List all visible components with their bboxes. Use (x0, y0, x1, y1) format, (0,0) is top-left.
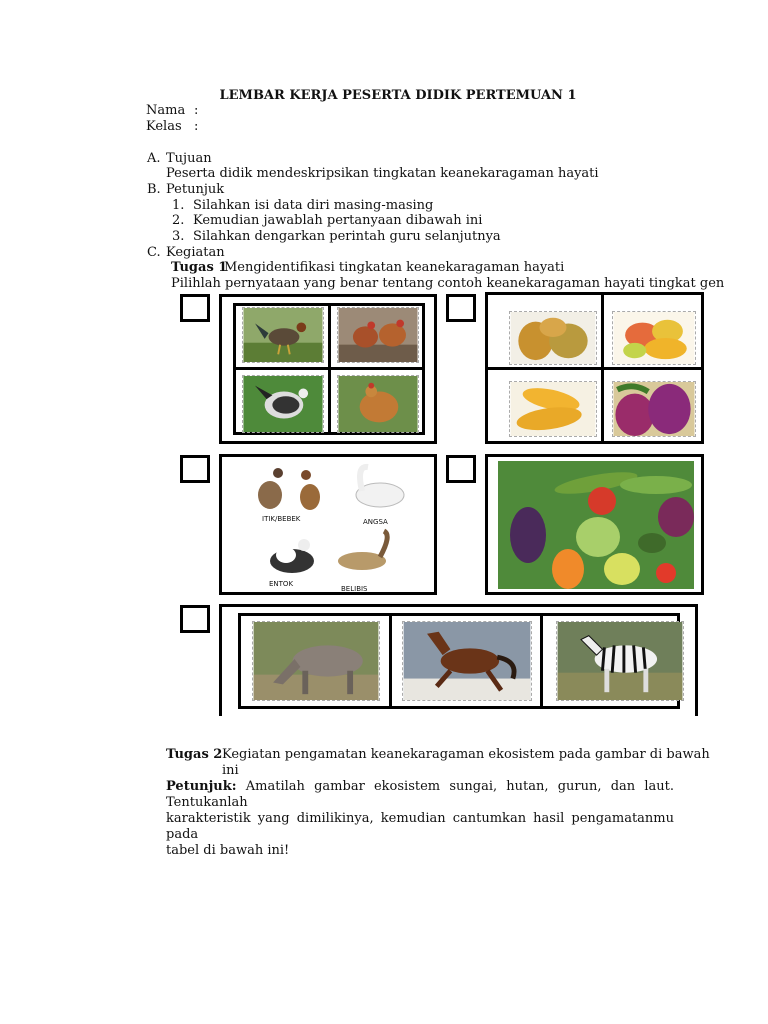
list-item-number: 2. (172, 213, 185, 228)
task2-instruction (166, 779, 674, 859)
chicken-photo (242, 375, 324, 433)
task1-text: Mengidentifikasi tingkatan keanekaragaman hayati (224, 260, 565, 275)
option-checkbox-mangoes[interactable] (446, 294, 476, 322)
instruction-text: karakteristik yang dimilikinya, kemudian cantumkan hasil pengamatanmu pada (166, 811, 674, 842)
chicken-photo (337, 307, 419, 363)
zebra-photo (556, 621, 684, 701)
instruction-text: Amatilah gambar ekosistem sungai, hutan, gurun, dan laut. Tentukanlah (166, 779, 674, 810)
task2-label: Tugas 2 (166, 747, 223, 762)
option-panel-vegetables (485, 454, 704, 595)
task1-instruction: Pilihlah pernyataan yang benar tentang contoh keanekaragaman hayati tingkat gen (171, 276, 725, 291)
option-checkbox-ducks[interactable] (180, 455, 210, 483)
mango-photo (509, 311, 597, 365)
option-checkbox-chickens[interactable] (180, 294, 210, 322)
duck-caption: BELIBIS (341, 585, 368, 593)
section-c-marker: C. (147, 245, 161, 260)
list-item-number: 1. (172, 198, 185, 213)
option-panel-mangoes (485, 292, 704, 444)
option-panel-ducks (219, 454, 437, 595)
chicken-photo (242, 307, 324, 363)
mango-photo (612, 381, 696, 437)
list-item-number: 3. (172, 229, 185, 244)
duck-varieties-photo (234, 461, 422, 591)
list-item-text: Kemudian jawablah pertanyaan dibawah ini (193, 213, 483, 228)
task1-label: Tugas 1 (171, 260, 228, 275)
chicken-photo (337, 375, 419, 433)
class-colon: : (194, 119, 199, 134)
list-item-text: Silahkan isi data diri masing-masing (193, 198, 434, 213)
section-c-title: Kegiatan (166, 245, 225, 260)
horse-photo (402, 621, 532, 701)
donkey-photo (252, 621, 380, 701)
vegetables-photo (498, 461, 694, 589)
mango-photo (612, 311, 696, 365)
option-checkbox-vegetables[interactable] (446, 455, 476, 483)
option-panel-chickens (219, 294, 437, 444)
duck-caption: ITIK/BEBEK (262, 515, 301, 523)
option-checkbox-equines[interactable] (180, 605, 210, 633)
mango-photo (509, 381, 597, 437)
class-label: Kelas (146, 119, 182, 134)
instruction-text: tabel di bawah ini! (166, 843, 290, 858)
section-a-title: Tujuan (166, 151, 212, 166)
section-b-marker: B. (147, 182, 161, 197)
list-item-text: Silahkan dengarkan perintah guru selanjutnya (193, 229, 501, 244)
task2-text-continued: ini (222, 763, 239, 778)
page-title: LEMBAR KERJA PESERTA DIDIK PERTEMUAN 1 (219, 88, 577, 103)
section-a-text: Peserta didik mendeskripsikan tingkatan keanekaragaman hayati (166, 166, 599, 181)
section-b-title: Petunjuk (166, 182, 225, 197)
section-a-marker: A. (147, 151, 161, 166)
duck-caption: ANGSA (363, 518, 388, 526)
duck-caption: ENTOK (269, 580, 294, 588)
name-label: Nama (146, 103, 186, 118)
instruction-label: Petunjuk: (166, 779, 237, 794)
task2-text: Kegiatan pengamatan keanekaragaman ekosistem pada gambar di bawah (222, 747, 710, 762)
option-panel-equines (219, 604, 698, 716)
name-colon: : (194, 103, 199, 118)
